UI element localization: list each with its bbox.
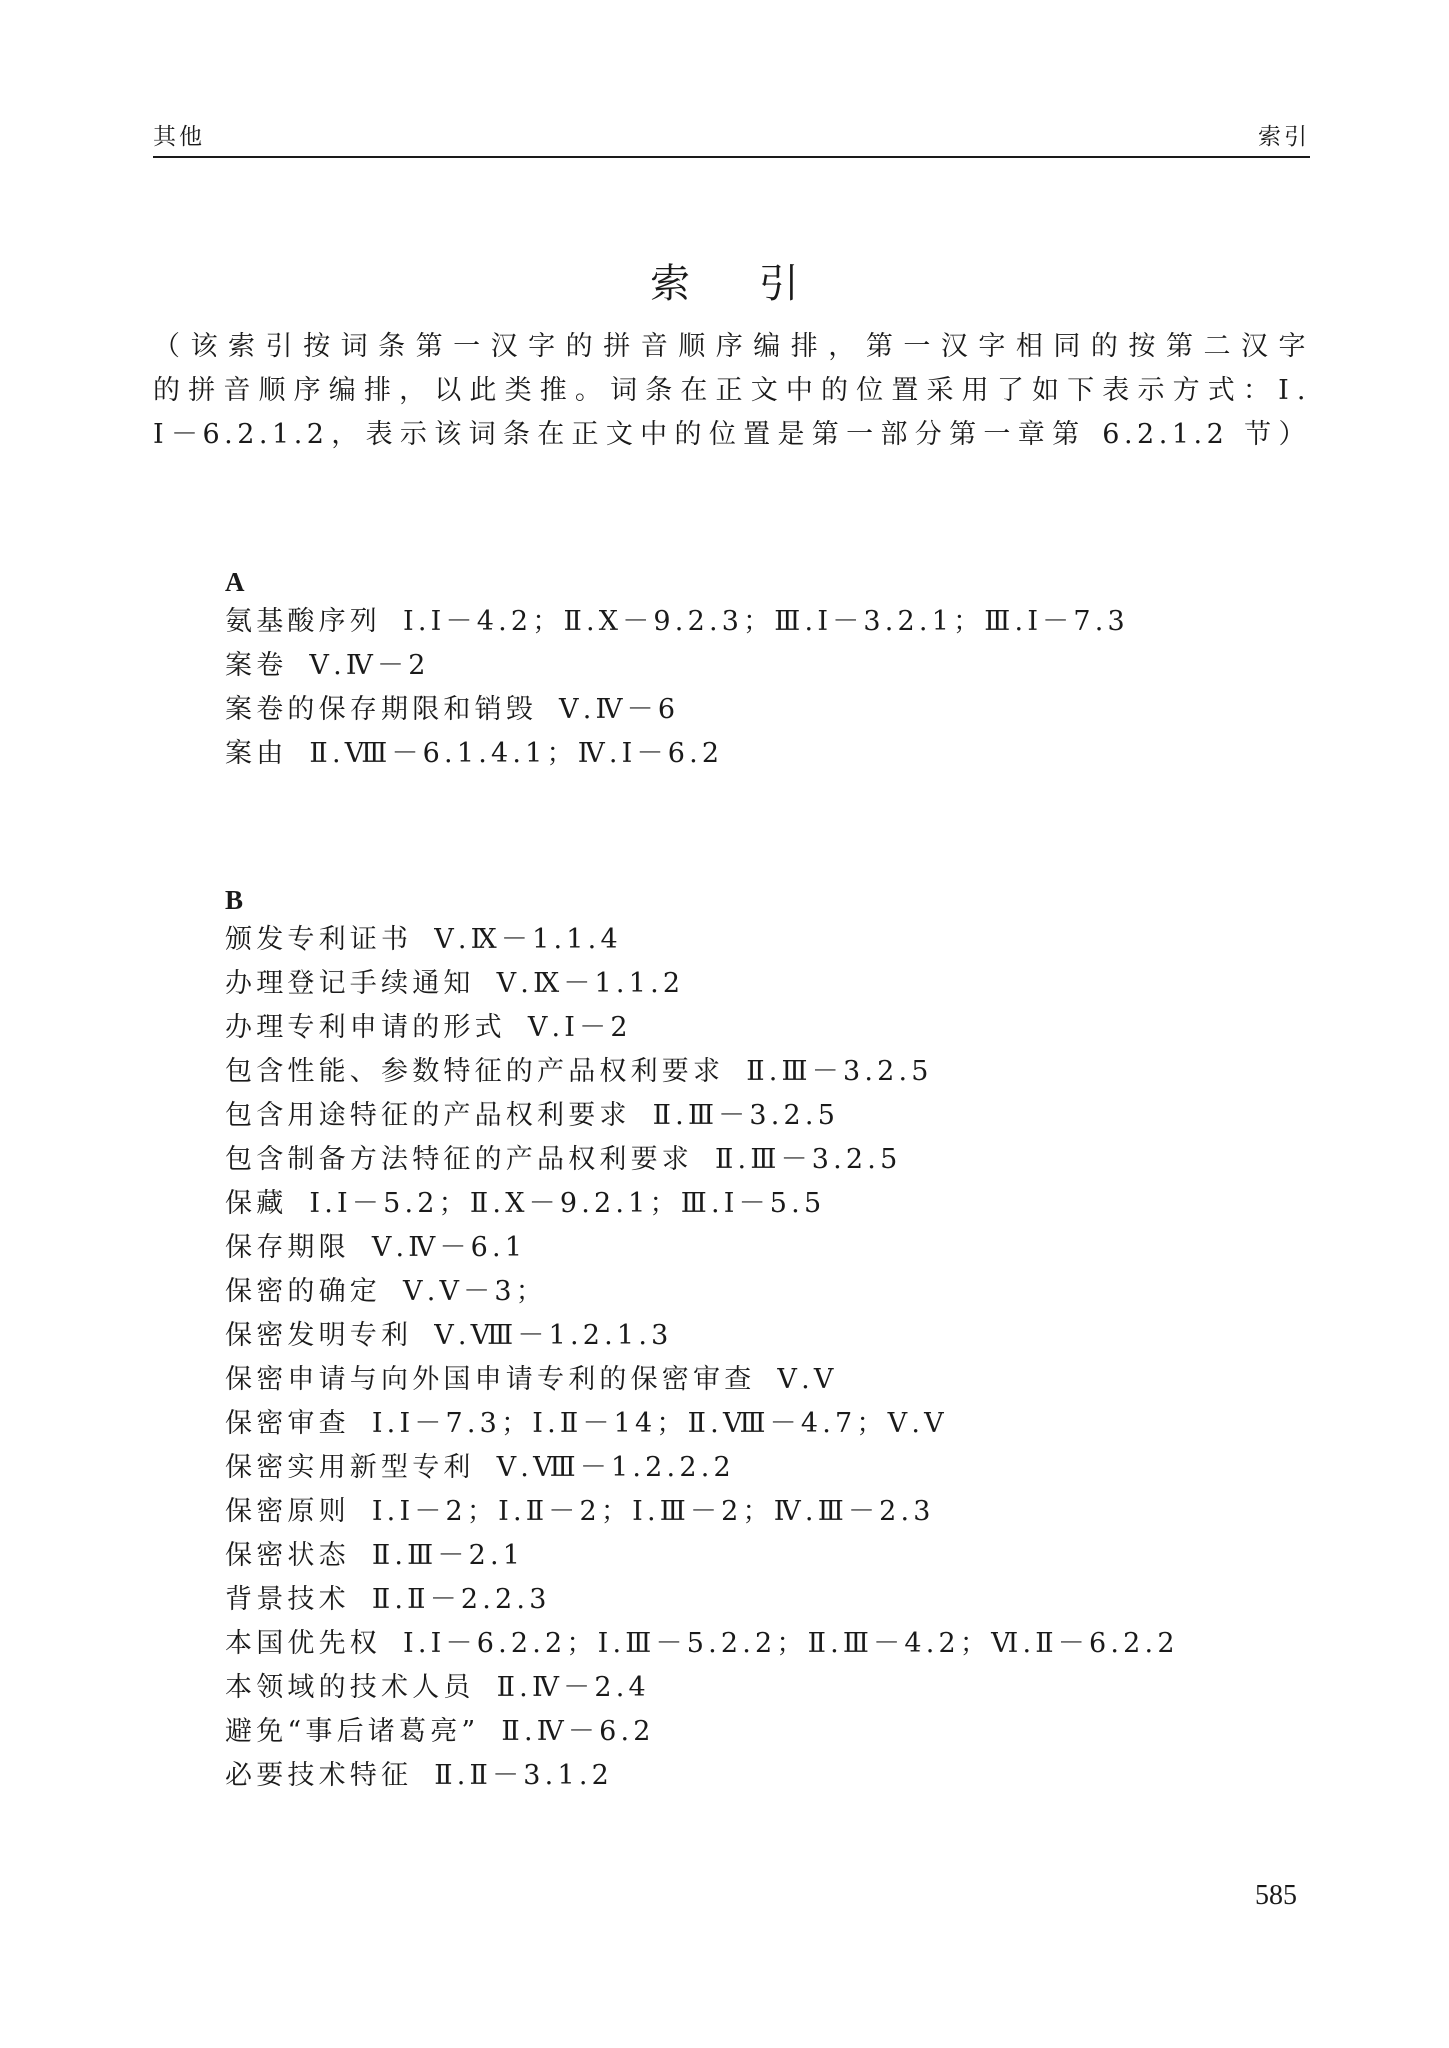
index-entry bbox=[225, 1138, 1315, 1182]
entry-term: 保密审查 bbox=[225, 1408, 350, 1439]
running-header bbox=[153, 118, 1310, 158]
index-entry bbox=[225, 1314, 1315, 1358]
page-number: 585 bbox=[1255, 1880, 1297, 1911]
entry-reference: Ⅱ.Ⅷ－6.1.4.1；Ⅳ.Ⅰ－6.2 bbox=[309, 738, 724, 769]
entry-term: 包含性能、参数特征的产品权利要求 bbox=[225, 1056, 725, 1087]
entry-term: 案由 bbox=[225, 738, 288, 769]
index-entry bbox=[225, 1050, 1315, 1094]
index-entry bbox=[225, 1578, 1315, 1622]
entry-term: 保藏 bbox=[225, 1188, 288, 1219]
entry-term: 案卷的保存期限和销毁 bbox=[225, 694, 537, 725]
entry-reference: Ⅱ.Ⅲ－3.2.5 bbox=[652, 1100, 840, 1131]
entry-reference: Ⅴ.Ⅸ－1.1.4 bbox=[434, 924, 622, 955]
entry-term: 本领域的技术人员 bbox=[225, 1672, 475, 1703]
index-entry bbox=[225, 732, 1315, 776]
entry-reference: Ⅴ.Ⅸ－1.1.2 bbox=[496, 968, 685, 999]
index-entry bbox=[225, 1182, 1315, 1226]
entry-reference: Ⅴ.Ⅴ－3； bbox=[403, 1276, 547, 1307]
index-entry bbox=[225, 962, 1315, 1006]
intro-line: 的拼音顺序编排，以此类推。词条在正文中的位置采用了如下表示方式：Ⅰ. bbox=[153, 375, 1310, 406]
index-entry bbox=[225, 1094, 1315, 1138]
entry-term: 案卷 bbox=[225, 650, 288, 681]
entry-term: 本国优先权 bbox=[225, 1628, 381, 1659]
entry-reference: Ⅴ.Ⅳ－6 bbox=[559, 694, 680, 725]
section-letter: B bbox=[225, 885, 244, 915]
entry-term: 必要技术特征 bbox=[225, 1760, 413, 1791]
header-chapter-name: 索引 bbox=[1258, 124, 1310, 150]
entry-reference: Ⅰ.Ⅰ－4.2；Ⅱ.Ⅹ－9.2.3；Ⅲ.Ⅰ－3.2.1；Ⅲ.Ⅰ－7.3 bbox=[403, 606, 1129, 637]
entry-reference: Ⅰ.Ⅰ－5.2；Ⅱ.Ⅹ－9.2.1；Ⅲ.Ⅰ－5.5 bbox=[309, 1188, 826, 1219]
entry-term: 保密实用新型专利 bbox=[225, 1452, 475, 1483]
index-section-b bbox=[225, 882, 1315, 1798]
entry-term: 办理专利申请的形式 bbox=[225, 1012, 506, 1043]
entry-term: 包含用途特征的产品权利要求 bbox=[225, 1100, 631, 1131]
entry-reference: Ⅱ.Ⅱ－3.1.2 bbox=[434, 1760, 613, 1791]
index-entry bbox=[225, 1006, 1315, 1050]
index-section-a bbox=[225, 564, 1315, 776]
entry-term: 包含制备方法特征的产品权利要求 bbox=[225, 1144, 693, 1175]
index-entry bbox=[225, 1358, 1315, 1402]
entry-reference: Ⅱ.Ⅱ－2.2.3 bbox=[371, 1584, 551, 1615]
entry-reference: Ⅱ.Ⅲ－2.1 bbox=[371, 1540, 525, 1571]
entry-reference: Ⅴ.Ⅳ－6.1 bbox=[371, 1232, 527, 1263]
entry-term: 保密发明专利 bbox=[225, 1320, 413, 1351]
entry-reference: Ⅴ.Ⅴ bbox=[777, 1364, 838, 1395]
entry-term: 保密状态 bbox=[225, 1540, 350, 1571]
entry-reference: Ⅴ.Ⅷ－1.2.2.2 bbox=[496, 1452, 735, 1483]
index-entry bbox=[225, 1226, 1315, 1270]
entry-reference: Ⅴ.Ⅰ－2 bbox=[527, 1012, 632, 1043]
entry-reference: Ⅱ.Ⅲ－3.2.5 bbox=[746, 1056, 933, 1087]
entry-term: 避免“事后诸葛亮” bbox=[225, 1716, 480, 1747]
index-entry bbox=[225, 1710, 1315, 1754]
index-entry bbox=[225, 1446, 1315, 1490]
entry-term: 保存期限 bbox=[225, 1232, 350, 1263]
intro-paragraph bbox=[153, 325, 1310, 457]
entry-term: 氨基酸序列 bbox=[225, 606, 381, 637]
entry-reference: Ⅱ.Ⅳ－6.2 bbox=[501, 1716, 655, 1747]
entry-reference: Ⅱ.Ⅳ－2.4 bbox=[496, 1672, 650, 1703]
intro-line: （该索引按词条第一汉字的拼音顺序编排，第一汉字相同的按第二汉字 bbox=[153, 331, 1310, 362]
entry-reference: Ⅰ.Ⅰ－7.3；Ⅰ.Ⅱ－14；Ⅱ.Ⅷ－4.7；Ⅴ.Ⅴ bbox=[371, 1408, 948, 1439]
entry-reference: Ⅱ.Ⅲ－3.2.5 bbox=[715, 1144, 902, 1175]
index-entry bbox=[225, 688, 1315, 732]
index-entry bbox=[225, 1534, 1315, 1578]
page-title: 索 引 bbox=[650, 261, 827, 307]
index-entry bbox=[225, 1402, 1315, 1446]
entry-term: 保密的确定 bbox=[225, 1276, 381, 1307]
entry-term: 保密申请与向外国申请专利的保密审查 bbox=[225, 1364, 756, 1395]
index-entry bbox=[225, 1270, 1315, 1314]
index-entry bbox=[225, 918, 1315, 962]
header-section-name: 其他 bbox=[153, 124, 205, 150]
entry-term: 颁发专利证书 bbox=[225, 924, 413, 955]
entry-reference: Ⅰ.Ⅰ－2；Ⅰ.Ⅱ－2；Ⅰ.Ⅲ－2；Ⅳ.Ⅲ－2.3 bbox=[371, 1496, 935, 1527]
index-entry bbox=[225, 644, 1315, 688]
entry-reference: Ⅴ.Ⅷ－1.2.1.3 bbox=[434, 1320, 673, 1351]
index-entry bbox=[225, 1754, 1315, 1798]
entry-term: 保密原则 bbox=[225, 1496, 350, 1527]
section-letter: A bbox=[225, 567, 245, 597]
index-entry bbox=[225, 600, 1315, 644]
entry-term: 背景技术 bbox=[225, 1584, 350, 1615]
index-entry bbox=[225, 1490, 1315, 1534]
entry-reference: Ⅴ.Ⅳ－2 bbox=[309, 650, 430, 681]
index-entry bbox=[225, 1666, 1315, 1710]
entry-term: 办理登记手续通知 bbox=[225, 968, 475, 999]
entry-reference: Ⅰ.Ⅰ－6.2.2；Ⅰ.Ⅲ－5.2.2；Ⅱ.Ⅲ－4.2；Ⅵ.Ⅱ－6.2.2 bbox=[403, 1628, 1179, 1659]
intro-line: Ⅰ－6.2.1.2，表示该词条在正文中的位置是第一部分第一章第 6.2.1.2 节） bbox=[153, 419, 1310, 450]
index-entry bbox=[225, 1622, 1315, 1666]
